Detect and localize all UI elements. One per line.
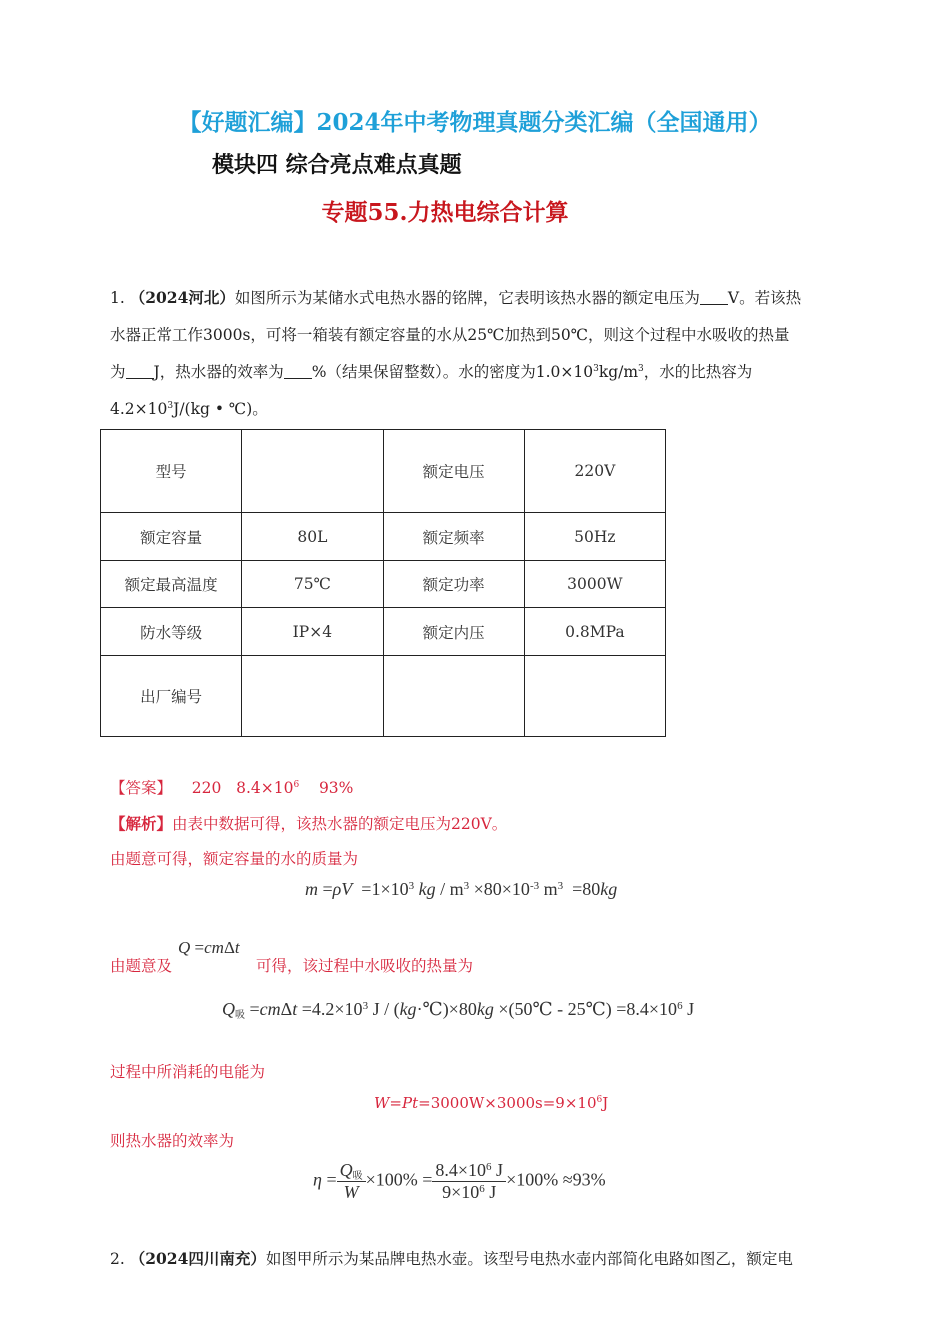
formula-energy: $W=Pt=3000W\times 3000s=9\times 10^6J$ <box>374 1094 609 1112</box>
table-cell: 50Hz <box>524 513 665 561</box>
q1-source: （2024河北） <box>129 288 235 307</box>
formula-mass: $m =\rho V =1\times 10^3$ kg / $m^3 \times 80\times 10^{-3}$ $m^3 =80kg$ <box>305 879 618 899</box>
table-cell: 80L <box>242 513 383 561</box>
q1-text: J/(kg • ℃)。 <box>173 400 268 418</box>
answer-value: 8.4×10 <box>236 779 294 797</box>
table-cell: 额定频率 <box>383 513 524 561</box>
q1-text: 为 <box>110 363 126 381</box>
table-cell: 220V <box>524 430 665 513</box>
table-cell: 额定功率 <box>383 561 524 608</box>
q1-text: %（结果保留整数）。水的密度为1.0×10 <box>311 363 594 381</box>
analysis-text: 过程中所消耗的电能为 <box>110 1063 266 1081</box>
q1-text: ，水的比热容为 <box>643 363 753 381</box>
answer-line <box>110 776 353 798</box>
table-cell: 出厂编号 <box>101 656 242 737</box>
page-title: 【好题汇编】2024年中考物理真题分类汇编（全国通用） <box>178 109 772 136</box>
formula-efficiency: η = $\frac{Q_吸}{W}$ ×100% = $\frac{8.4\times 10^6 J}{9\times 10^6 J}$ ×100% ≈93% <box>313 1160 606 1202</box>
answer-blank[interactable] <box>700 290 728 305</box>
q1-line3 <box>110 360 752 382</box>
table-row <box>101 430 666 513</box>
q1-text: kg/m <box>598 363 639 381</box>
analysis-label: 【解析】 <box>110 814 173 833</box>
q1-text: V。若该热 <box>727 289 802 307</box>
table-row <box>101 656 666 737</box>
table-cell <box>242 656 383 737</box>
answer-value: 220 <box>191 779 222 797</box>
table-cell: 额定内压 <box>383 608 524 656</box>
table-cell: IP×4 <box>242 608 383 656</box>
q1-exponent: 3 <box>593 364 599 374</box>
q1-text: 4.2×10 <box>110 400 168 418</box>
q1-text: J，热水器的效率为 <box>153 363 284 381</box>
table-row <box>101 608 666 656</box>
table-row <box>101 561 666 608</box>
answer-blank[interactable] <box>126 364 154 379</box>
q1-text: 水器正常工作3000s，可将一箱装有额定容量的水从25℃加热到50℃，则这个过程中水吸收的热量 <box>110 326 790 344</box>
analysis-text: 由题意可得，额定容量的水的质量为 <box>110 850 359 868</box>
q1-number: 1. <box>110 289 125 307</box>
analysis-text: 则热水器的效率为 <box>110 1132 235 1150</box>
q2-source: （2024四川南充） <box>129 1249 266 1268</box>
subscript-absorb: 吸 <box>235 1010 245 1021</box>
table-cell: 额定电压 <box>383 430 524 513</box>
table-cell: 75℃ <box>242 561 383 608</box>
table-row <box>101 513 666 561</box>
answer-blank[interactable] <box>284 364 312 379</box>
table-cell: 额定最高温度 <box>101 561 242 608</box>
formula-heat-inline: Q =cmΔt <box>178 938 240 957</box>
table-cell <box>383 656 524 737</box>
nameplate-table <box>100 429 666 737</box>
table-cell <box>242 430 383 513</box>
answer-value: 93% <box>318 779 354 797</box>
table-cell: 防水等级 <box>101 608 242 656</box>
q2-line1 <box>110 1247 793 1269</box>
q2-number: 2. <box>110 1250 125 1268</box>
answer-exponent: 6 <box>293 780 300 790</box>
table-cell: 型号 <box>101 430 242 513</box>
analysis-text: 可得，该过程中水吸收的热量为 <box>256 957 474 975</box>
topic-title: 专题55.力热电综合计算 <box>321 199 569 226</box>
analysis-text: 由表中数据可得，该热水器的额定电压为220V。 <box>172 815 508 833</box>
q1-text: 如图所示为某储水式电热水器的铭牌，它表明该热水器的额定电压为 <box>234 289 700 307</box>
module-title: 模块四 综合亮点难点真题 <box>212 152 462 178</box>
q1-line1 <box>110 286 801 308</box>
q1-line4 <box>110 397 268 419</box>
table-cell: 额定容量 <box>101 513 242 561</box>
table-cell: 3000W <box>524 561 665 608</box>
analysis-text: 由题意及 <box>110 957 173 975</box>
q1-line2 <box>110 323 790 345</box>
q2-text: 如图甲所示为某品牌电热水壶。该型号电热水壶内部简化电路如图乙，额定电 <box>265 1250 793 1268</box>
analysis-line1 <box>110 812 507 834</box>
table-cell <box>524 656 665 737</box>
q1-exponent: 3 <box>167 401 174 411</box>
formula-heat: $Q_吸 =cm\Delta t =4.2\times 10^3$ J / (kg·℃)×80kg ×(50℃ - 25℃) $=8.4\times 10^6$ J <box>222 999 695 1021</box>
q1-exponent: 3 <box>638 364 644 374</box>
table-cell: 0.8MPa <box>524 608 665 656</box>
answer-label: 【答案】 <box>110 779 173 797</box>
